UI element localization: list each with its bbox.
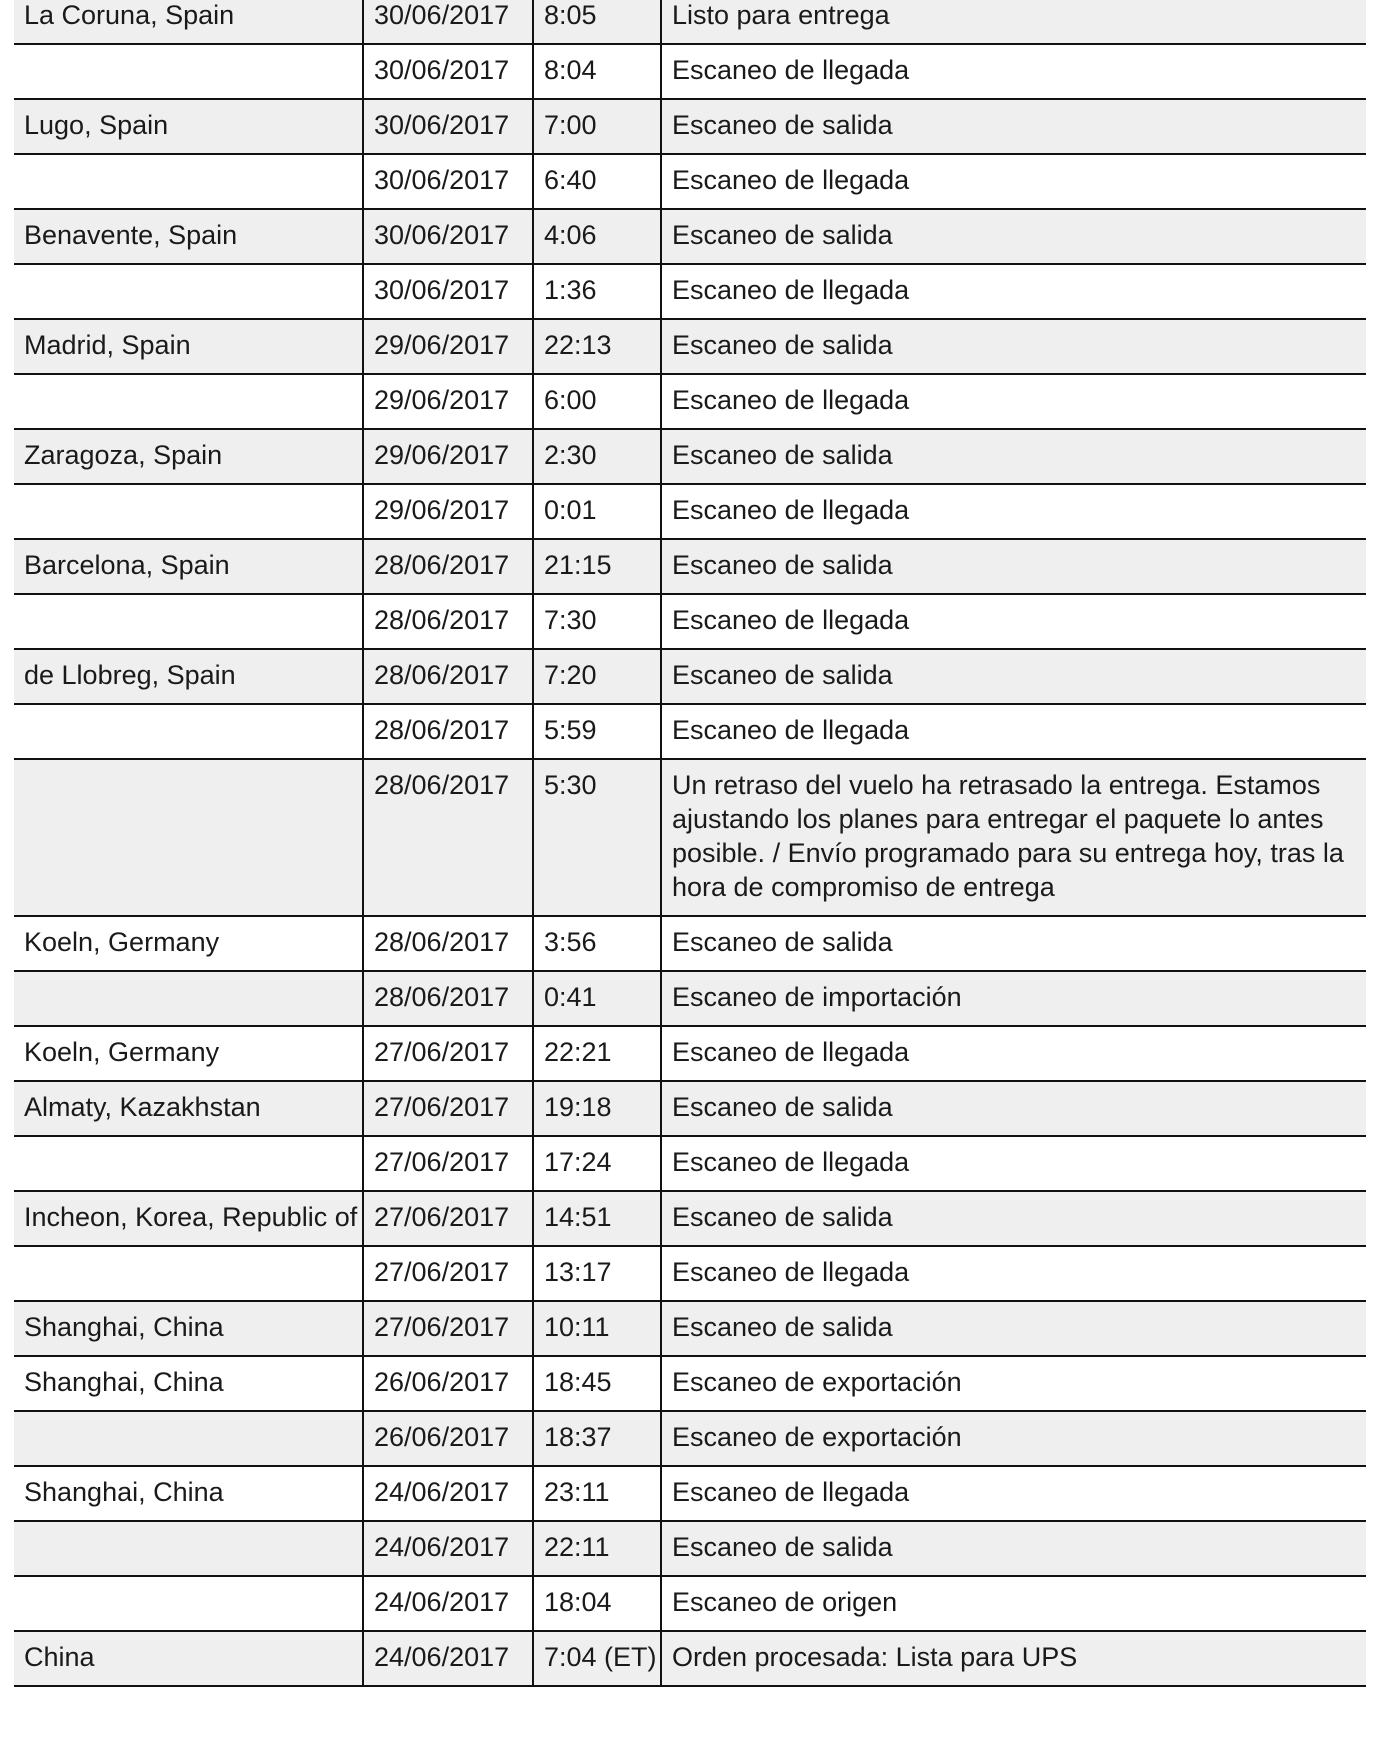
date-cell: 28/06/2017 [363, 759, 533, 916]
time-cell: 18:45 [533, 1356, 661, 1411]
location-cell [14, 484, 363, 539]
activity-cell: Escaneo de llegada [661, 1136, 1366, 1191]
table-row [14, 1576, 1366, 1631]
table-row [14, 539, 1366, 594]
location-cell [14, 704, 363, 759]
activity-cell: Escaneo de llegada [661, 44, 1366, 99]
date-cell: 26/06/2017 [363, 1356, 533, 1411]
table-row [14, 1026, 1366, 1081]
table-row [14, 1411, 1366, 1466]
table-row [14, 759, 1366, 916]
date-cell: 29/06/2017 [363, 484, 533, 539]
activity-cell: Escaneo de origen [661, 1576, 1366, 1631]
time-cell: 22:13 [533, 319, 661, 374]
time-cell: 22:11 [533, 1521, 661, 1576]
time-cell: 23:11 [533, 1466, 661, 1521]
date-cell: 29/06/2017 [363, 429, 533, 484]
location-cell: de Llobreg, Spain [14, 649, 363, 704]
time-cell: 17:24 [533, 1136, 661, 1191]
table-row [14, 1191, 1366, 1246]
activity-cell: Orden procesada: Lista para UPS [661, 1631, 1366, 1686]
date-cell: 27/06/2017 [363, 1081, 533, 1136]
tracking-history-table [14, 0, 1366, 1687]
activity-cell: Escaneo de salida [661, 539, 1366, 594]
activity-cell: Escaneo de llegada [661, 594, 1366, 649]
activity-cell: Escaneo de llegada [661, 374, 1366, 429]
activity-cell: Escaneo de llegada [661, 264, 1366, 319]
date-cell: 27/06/2017 [363, 1246, 533, 1301]
time-cell: 8:05 [533, 0, 661, 44]
table-row [14, 971, 1366, 1026]
location-cell: Koeln, Germany [14, 916, 363, 971]
time-cell: 8:04 [533, 44, 661, 99]
time-cell: 10:11 [533, 1301, 661, 1356]
location-cell [14, 1411, 363, 1466]
location-cell: Incheon, Korea, Republic of [14, 1191, 363, 1246]
time-cell: 21:15 [533, 539, 661, 594]
time-cell: 18:37 [533, 1411, 661, 1466]
location-cell: Shanghai, China [14, 1356, 363, 1411]
time-cell: 3:56 [533, 916, 661, 971]
date-cell: 30/06/2017 [363, 99, 533, 154]
table-row [14, 154, 1366, 209]
time-cell: 7:20 [533, 649, 661, 704]
time-cell: 6:40 [533, 154, 661, 209]
activity-cell: Escaneo de llegada [661, 1026, 1366, 1081]
activity-cell: Escaneo de llegada [661, 1246, 1366, 1301]
activity-cell: Escaneo de exportación [661, 1356, 1366, 1411]
time-cell: 13:17 [533, 1246, 661, 1301]
date-cell: 28/06/2017 [363, 594, 533, 649]
location-cell [14, 154, 363, 209]
table-row [14, 1466, 1366, 1521]
activity-cell: Escaneo de salida [661, 916, 1366, 971]
date-cell: 27/06/2017 [363, 1191, 533, 1246]
time-cell: 22:21 [533, 1026, 661, 1081]
date-cell: 27/06/2017 [363, 1136, 533, 1191]
activity-cell: Escaneo de salida [661, 1301, 1366, 1356]
time-cell: 5:30 [533, 759, 661, 916]
time-cell: 0:01 [533, 484, 661, 539]
date-cell: 28/06/2017 [363, 539, 533, 594]
time-cell: 1:36 [533, 264, 661, 319]
time-cell: 2:30 [533, 429, 661, 484]
location-cell: Lugo, Spain [14, 99, 363, 154]
date-cell: 30/06/2017 [363, 264, 533, 319]
time-cell: 5:59 [533, 704, 661, 759]
time-cell: 0:41 [533, 971, 661, 1026]
time-cell: 7:30 [533, 594, 661, 649]
table-row [14, 319, 1366, 374]
table-row [14, 594, 1366, 649]
location-cell [14, 594, 363, 649]
tracking-history-table-container [14, 0, 1366, 1687]
activity-cell: Escaneo de llegada [661, 484, 1366, 539]
activity-cell: Escaneo de exportación [661, 1411, 1366, 1466]
activity-cell: Escaneo de llegada [661, 704, 1366, 759]
date-cell: 28/06/2017 [363, 704, 533, 759]
date-cell: 24/06/2017 [363, 1466, 533, 1521]
table-row [14, 264, 1366, 319]
table-row [14, 209, 1366, 264]
location-cell: Madrid, Spain [14, 319, 363, 374]
location-cell: La Coruna, Spain [14, 0, 363, 44]
time-cell: 7:04 (ET) [533, 1631, 661, 1686]
date-cell: 29/06/2017 [363, 319, 533, 374]
location-cell [14, 374, 363, 429]
activity-cell: Escaneo de salida [661, 209, 1366, 264]
tracking-history-body [14, 0, 1366, 1686]
location-cell: Koeln, Germany [14, 1026, 363, 1081]
table-row [14, 916, 1366, 971]
location-cell: Barcelona, Spain [14, 539, 363, 594]
date-cell: 28/06/2017 [363, 649, 533, 704]
table-row [14, 374, 1366, 429]
date-cell: 29/06/2017 [363, 374, 533, 429]
time-cell: 7:00 [533, 99, 661, 154]
date-cell: 24/06/2017 [363, 1521, 533, 1576]
activity-cell: Escaneo de salida [661, 1191, 1366, 1246]
table-row [14, 1246, 1366, 1301]
date-cell: 28/06/2017 [363, 971, 533, 1026]
table-row [14, 429, 1366, 484]
location-cell: Shanghai, China [14, 1466, 363, 1521]
activity-cell: Escaneo de salida [661, 429, 1366, 484]
table-row [14, 704, 1366, 759]
time-cell: 18:04 [533, 1576, 661, 1631]
activity-cell: Escaneo de llegada [661, 1466, 1366, 1521]
table-row [14, 484, 1366, 539]
table-row [14, 1136, 1366, 1191]
table-row [14, 1081, 1366, 1136]
activity-cell: Escaneo de salida [661, 1521, 1366, 1576]
date-cell: 30/06/2017 [363, 44, 533, 99]
activity-cell: Un retraso del vuelo ha retrasado la entrega. Estamos ajustando los planes para entregar el paquete lo antes posible. / Envío programado para su entrega hoy, tras la hora de compromiso de entrega [661, 759, 1366, 916]
date-cell: 28/06/2017 [363, 916, 533, 971]
date-cell: 30/06/2017 [363, 209, 533, 264]
location-cell [14, 971, 363, 1026]
date-cell: 27/06/2017 [363, 1301, 533, 1356]
table-row [14, 44, 1366, 99]
date-cell: 24/06/2017 [363, 1576, 533, 1631]
location-cell: Zaragoza, Spain [14, 429, 363, 484]
location-cell [14, 1246, 363, 1301]
table-row [14, 649, 1366, 704]
time-cell: 19:18 [533, 1081, 661, 1136]
location-cell: Shanghai, China [14, 1301, 363, 1356]
location-cell [14, 1521, 363, 1576]
location-cell [14, 1136, 363, 1191]
table-row [14, 0, 1366, 44]
location-cell: Benavente, Spain [14, 209, 363, 264]
activity-cell: Escaneo de llegada [661, 154, 1366, 209]
location-cell: China [14, 1631, 363, 1686]
time-cell: 4:06 [533, 209, 661, 264]
location-cell: Almaty, Kazakhstan [14, 1081, 363, 1136]
date-cell: 30/06/2017 [363, 0, 533, 44]
table-row [14, 1521, 1366, 1576]
date-cell: 26/06/2017 [363, 1411, 533, 1466]
location-cell [14, 264, 363, 319]
table-row [14, 99, 1366, 154]
activity-cell: Escaneo de salida [661, 1081, 1366, 1136]
activity-cell: Escaneo de salida [661, 649, 1366, 704]
table-row [14, 1356, 1366, 1411]
location-cell [14, 759, 363, 916]
date-cell: 24/06/2017 [363, 1631, 533, 1686]
table-row [14, 1301, 1366, 1356]
activity-cell: Escaneo de salida [661, 99, 1366, 154]
time-cell: 6:00 [533, 374, 661, 429]
location-cell [14, 1576, 363, 1631]
date-cell: 30/06/2017 [363, 154, 533, 209]
activity-cell: Escaneo de importación [661, 971, 1366, 1026]
date-cell: 27/06/2017 [363, 1026, 533, 1081]
table-row [14, 1631, 1366, 1686]
time-cell: 14:51 [533, 1191, 661, 1246]
activity-cell: Escaneo de salida [661, 319, 1366, 374]
location-cell [14, 44, 363, 99]
activity-cell: Listo para entrega [661, 0, 1366, 44]
